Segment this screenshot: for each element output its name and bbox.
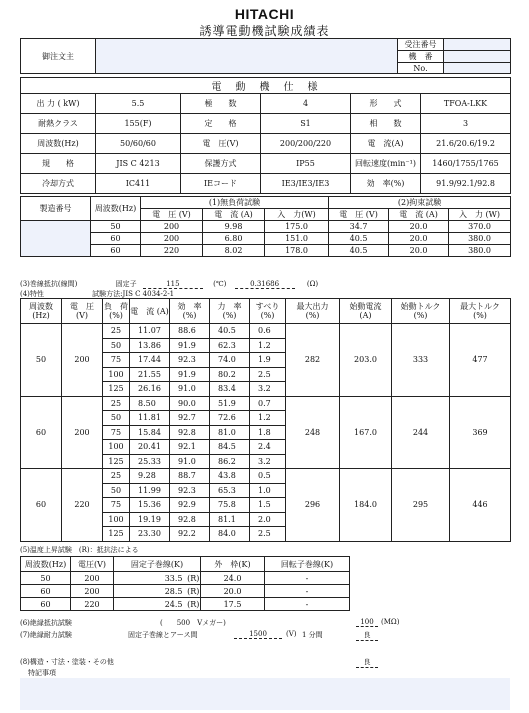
- serial-label: 製造番号: [21, 197, 91, 221]
- column-header: 回転子巻線(K): [265, 557, 350, 572]
- column-header: 最大トルク (%): [450, 299, 511, 324]
- table-cell: 33.5: [114, 572, 187, 585]
- table-row: [21, 233, 511, 245]
- characteristics-header-row: [21, 299, 511, 324]
- spec-value: 4: [261, 94, 351, 114]
- table-cell: -: [265, 572, 350, 585]
- temperature-table: [20, 556, 350, 611]
- group-frequency: 60: [21, 469, 62, 542]
- max-torque: 477: [450, 324, 511, 397]
- group-voltage: 200: [62, 324, 103, 397]
- starting-torque: 333: [392, 324, 450, 397]
- spec-row: [21, 174, 511, 194]
- table-cell: 60: [91, 233, 141, 245]
- table-cell: 88.7: [170, 469, 210, 484]
- column-header: すべり(%): [250, 299, 286, 324]
- column-header: 始動トルク (%): [392, 299, 450, 324]
- column-header: 力 率 (%): [210, 299, 250, 324]
- order-number-label: 受注番号: [398, 39, 444, 51]
- table-cell: 0.5: [250, 469, 286, 484]
- column-header: 外 枠(K): [201, 557, 265, 572]
- table-cell: 380.0: [449, 245, 511, 257]
- table-cell: 380.0: [449, 233, 511, 245]
- spec-label: 形 式: [351, 94, 421, 114]
- load-percent: 25: [103, 469, 130, 484]
- dielectric-voltage: 1500: [234, 630, 282, 639]
- table-cell: 220: [71, 598, 114, 611]
- resistance-label: (3)巻線抵抗(線間): [20, 280, 78, 288]
- spec-label: 規 格: [21, 154, 96, 174]
- table-cell: 65.3: [210, 483, 250, 498]
- column-header: 電 圧 (V): [329, 209, 389, 221]
- table-cell: 26.16: [130, 382, 170, 397]
- spec-value: IE3/IE3/IE3: [261, 174, 351, 194]
- spec-value: 21.6/20.6/19.2: [421, 134, 511, 154]
- load-percent: 100: [103, 512, 130, 527]
- table-cell: 91.9: [170, 338, 210, 353]
- customer-table: [20, 38, 511, 74]
- table-cell: 24.0: [201, 572, 265, 585]
- table-cell: -: [265, 598, 350, 611]
- table-cell: 3.2: [250, 382, 286, 397]
- table-cell: 220: [141, 245, 203, 257]
- resistance-line: [20, 279, 510, 289]
- table-cell: 92.8: [170, 512, 210, 527]
- table-cell: 92.2: [170, 527, 210, 542]
- spec-value: 91.9/92.1/92.8: [421, 174, 511, 194]
- table-row: [21, 469, 511, 484]
- characteristics-table: [20, 298, 511, 542]
- table-cell: 43.8: [210, 469, 250, 484]
- spec-value: 155(F): [96, 114, 181, 134]
- table-cell: 86.2: [210, 454, 250, 469]
- locked-group-label: (2)拘束試験: [329, 197, 511, 209]
- characteristics-label: (4)特性: [20, 290, 44, 298]
- notes-label: 特記事項: [28, 669, 56, 677]
- spec-value: 3: [421, 114, 511, 134]
- order-number-field[interactable]: [444, 39, 511, 51]
- table-row: [21, 245, 511, 257]
- table-cell: 92.1: [170, 440, 210, 455]
- table-cell: 84.5: [210, 440, 250, 455]
- spec-value: TFOA-LKK: [421, 94, 511, 114]
- spec-label: 電 圧(V): [181, 134, 261, 154]
- column-header: 電 流 (A): [203, 209, 265, 221]
- dielectric-line: [20, 630, 510, 640]
- table-cell: 9.98: [203, 221, 265, 233]
- column-header: 周波数(Hz): [21, 557, 71, 572]
- spec-label: IEコード: [181, 174, 261, 194]
- table-cell: 200: [71, 572, 114, 585]
- table-cell: 6.80: [203, 233, 265, 245]
- table-row: [21, 221, 511, 233]
- spec-label: 耐熱クラス: [21, 114, 96, 134]
- table-cell: 370.0: [449, 221, 511, 233]
- stator-label: 固定子: [115, 280, 137, 288]
- column-header: 負 荷 (%): [103, 299, 130, 324]
- no-field[interactable]: [444, 63, 511, 74]
- table-cell: 178.0: [265, 245, 329, 257]
- spec-table: [20, 77, 511, 194]
- dielectric-result: 良: [356, 630, 378, 641]
- table-cell: 200: [141, 221, 203, 233]
- machine-number-label: 機 番: [398, 51, 444, 63]
- table-cell: 92.3: [170, 353, 210, 368]
- table-cell: 200: [141, 233, 203, 245]
- column-header: 電 流 (A): [130, 299, 170, 324]
- load-percent: 25: [103, 396, 130, 411]
- max-output: 296: [286, 469, 340, 542]
- table-cell: 175.0: [265, 221, 329, 233]
- table-cell: 74.0: [210, 353, 250, 368]
- freq-label: 周波数(Hz): [91, 197, 141, 221]
- table-cell: 60: [91, 245, 141, 257]
- table-cell: 17.5: [201, 598, 265, 611]
- table-cell: 1.5: [250, 498, 286, 513]
- table-cell: 51.9: [210, 396, 250, 411]
- spec-value: 200/200/220: [261, 134, 351, 154]
- table-cell: 50: [91, 221, 141, 233]
- spec-label: 冷却方式: [21, 174, 96, 194]
- table-cell: 20.0: [389, 221, 449, 233]
- spec-value: S1: [261, 114, 351, 134]
- table-cell: 92.8: [170, 425, 210, 440]
- spec-value: JIS C 4213: [96, 154, 181, 174]
- serial-number-field[interactable]: [21, 221, 91, 257]
- spec-value: 50/60/60: [96, 134, 181, 154]
- spec-label: 定 格: [181, 114, 261, 134]
- table-cell: 1.8: [250, 425, 286, 440]
- table-cell: 34.7: [329, 221, 389, 233]
- load-percent: 125: [103, 454, 130, 469]
- group-voltage: 220: [62, 469, 103, 542]
- table-cell: 91.0: [170, 454, 210, 469]
- group-frequency: 50: [21, 324, 62, 397]
- table-cell: 21.55: [130, 367, 170, 382]
- spec-value: 5.5: [96, 94, 181, 114]
- dielectric-desc: 固定子巻線とアース間: [128, 631, 198, 639]
- table-cell: 28.5: [114, 585, 187, 598]
- starting-current: 203.0: [340, 324, 392, 397]
- table-cell: 1.0: [250, 483, 286, 498]
- spec-value: 1460/1755/1765: [421, 154, 511, 174]
- table-cell: 91.0: [170, 382, 210, 397]
- table-cell: 25.33: [130, 454, 170, 469]
- method-mark: (R): [187, 599, 200, 609]
- table-cell: 50: [21, 572, 71, 585]
- spec-label: 極 数: [181, 94, 261, 114]
- spec-value: IP55: [261, 154, 351, 174]
- load-percent: 50: [103, 338, 130, 353]
- table-cell: 60: [21, 598, 71, 611]
- table-cell: 20.0: [201, 585, 265, 598]
- insulation-resistance-value: 100: [356, 618, 378, 627]
- table-cell: 2.5: [250, 367, 286, 382]
- load-percent: 25: [103, 324, 130, 339]
- table-cell: 151.0: [265, 233, 329, 245]
- spec-label: 周波数(Hz): [21, 134, 96, 154]
- table-cell: 40.5: [210, 324, 250, 339]
- max-torque: 369: [450, 396, 511, 469]
- table-cell: 2.4: [250, 440, 286, 455]
- column-header: 入 力(W): [265, 209, 329, 221]
- column-header: 効 率 (%): [170, 299, 210, 324]
- table-cell: 40.5: [329, 233, 389, 245]
- table-cell: 92.7: [170, 411, 210, 426]
- table-cell: 81.0: [210, 425, 250, 440]
- insulation-resistance-line: [20, 618, 510, 628]
- load-percent: 50: [103, 411, 130, 426]
- table-cell: 15.84: [130, 425, 170, 440]
- table-cell: 75.8: [210, 498, 250, 513]
- megger-spec: ( 500 Vメガー): [160, 619, 226, 627]
- spec-label: 効 率(%): [351, 174, 421, 194]
- starting-current: 184.0: [340, 469, 392, 542]
- column-header: 電 流 (A): [389, 209, 449, 221]
- table-cell: 1.2: [250, 338, 286, 353]
- table-cell: 11.81: [130, 411, 170, 426]
- structure-line: [20, 657, 510, 667]
- table-cell: 92.3: [170, 483, 210, 498]
- customer-label: 御注文主: [21, 39, 96, 74]
- noload-group-label: (1)無負荷試験: [141, 197, 329, 209]
- column-header: 入 力 (W): [449, 209, 511, 221]
- group-voltage: 200: [62, 396, 103, 469]
- table-cell: 80.2: [210, 367, 250, 382]
- table-cell: 72.6: [210, 411, 250, 426]
- table-cell: 23.30: [130, 527, 170, 542]
- column-header: 電 圧 (V): [141, 209, 203, 221]
- spec-label: 回転速度(min⁻¹): [351, 154, 421, 174]
- load-percent: 100: [103, 440, 130, 455]
- table-cell: 91.9: [170, 367, 210, 382]
- temperature-header-row: [21, 557, 350, 572]
- method-mark: (R): [187, 573, 200, 583]
- table-cell: 83.4: [210, 382, 250, 397]
- table-cell: 2.5: [250, 527, 286, 542]
- load-percent: 50: [103, 483, 130, 498]
- table-cell: 1.2: [250, 411, 286, 426]
- load-percent: 75: [103, 353, 130, 368]
- table-cell: 92.9: [170, 498, 210, 513]
- table-cell: 84.0: [210, 527, 250, 542]
- table-row: [21, 572, 350, 585]
- resistance-value: 0.31686: [235, 280, 295, 289]
- machine-number-field[interactable]: [444, 51, 511, 63]
- table-cell: 60: [21, 585, 71, 598]
- table-cell: 20.0: [389, 233, 449, 245]
- table-cell: 81.1: [210, 512, 250, 527]
- resistance-value-unit: (Ω): [306, 280, 319, 288]
- table-cell: 1.9: [250, 353, 286, 368]
- structure-label: (8)構造・寸法・塗装・その他: [20, 658, 114, 666]
- column-header: 周波数 (Hz): [21, 299, 62, 324]
- table-cell: 3.2: [250, 454, 286, 469]
- insulation-resistance-label: (6)絶縁抵抗試験: [20, 619, 72, 627]
- load-percent: 100: [103, 367, 130, 382]
- table-cell: 8.02: [203, 245, 265, 257]
- characteristics-method: 試験方法:JIS C 4034-2-1: [92, 290, 175, 298]
- table-row: [21, 324, 511, 339]
- insulation-resistance-unit: (MΩ): [381, 618, 400, 626]
- table-cell: 90.0: [170, 396, 210, 411]
- spec-row: [21, 154, 511, 174]
- spec-row: [21, 94, 511, 114]
- column-header: 電 圧 (V): [62, 299, 103, 324]
- notes-field[interactable]: [20, 678, 510, 710]
- dielectric-voltage-unit: (V): [286, 630, 297, 638]
- table-cell: 0.6: [250, 324, 286, 339]
- spec-row: [21, 134, 511, 154]
- table-row: [21, 598, 350, 611]
- table-cell: 20.41: [130, 440, 170, 455]
- load-percent: 125: [103, 382, 130, 397]
- table-cell: 200: [71, 585, 114, 598]
- spec-row: [21, 114, 511, 134]
- resistance-temp-unit: (℃): [213, 280, 227, 288]
- table-cell: -: [265, 585, 350, 598]
- table-cell: 20.0: [389, 245, 449, 257]
- starting-torque: 295: [392, 469, 450, 542]
- max-output: 248: [286, 396, 340, 469]
- noload-table: [20, 196, 511, 257]
- column-header: 最大出力 (%): [286, 299, 340, 324]
- page-title: 誘導電動機試験成績表: [199, 24, 330, 38]
- spec-label: 保護方式: [181, 154, 261, 174]
- table-cell: 40.5: [329, 245, 389, 257]
- column-header: 始動電流 (A): [340, 299, 392, 324]
- spec-label: 出 力 ( kW): [21, 94, 96, 114]
- table-row: [21, 585, 350, 598]
- table-cell: 0.7: [250, 396, 286, 411]
- group-frequency: 60: [21, 396, 62, 469]
- method-mark: (R): [187, 586, 200, 596]
- customer-field[interactable]: [96, 39, 398, 74]
- starting-torque: 244: [392, 396, 450, 469]
- spec-heading: 電 動 機 仕 様: [21, 78, 511, 94]
- resistance-temp: 115: [143, 280, 203, 289]
- column-header: 電圧(V): [71, 557, 114, 572]
- table-cell: 9.28: [130, 469, 170, 484]
- table-cell: 2.0: [250, 512, 286, 527]
- table-cell: 62.3: [210, 338, 250, 353]
- max-torque: 446: [450, 469, 511, 542]
- table-cell: 8.50: [130, 396, 170, 411]
- load-percent: 75: [103, 425, 130, 440]
- temperature-label: (5)温度上昇試験 (R)：抵抗法による: [20, 546, 139, 554]
- load-percent: 125: [103, 527, 130, 542]
- spec-label: 電 流(A): [351, 134, 421, 154]
- table-cell: 13.86: [130, 338, 170, 353]
- structure-result: 良: [356, 657, 378, 668]
- spec-label: 相 数: [351, 114, 421, 134]
- table-row: [21, 396, 511, 411]
- table-cell: 19.19: [130, 512, 170, 527]
- dielectric-label: (7)絶縁耐力試験: [20, 631, 72, 639]
- table-cell: 11.99: [130, 483, 170, 498]
- max-output: 282: [286, 324, 340, 397]
- no-label: No.: [398, 63, 444, 74]
- table-cell: 17.44: [130, 353, 170, 368]
- brand-logo: HITACHI: [234, 6, 295, 22]
- table-cell: 15.36: [130, 498, 170, 513]
- load-percent: 75: [103, 498, 130, 513]
- table-cell: 24.5: [114, 598, 187, 611]
- dielectric-duration: 1 分間: [302, 631, 323, 639]
- column-header: 固定子巻線(K): [114, 557, 201, 572]
- table-cell: 88.6: [170, 324, 210, 339]
- spec-value: IC411: [96, 174, 181, 194]
- starting-current: 167.0: [340, 396, 392, 469]
- table-cell: 11.07: [130, 324, 170, 339]
